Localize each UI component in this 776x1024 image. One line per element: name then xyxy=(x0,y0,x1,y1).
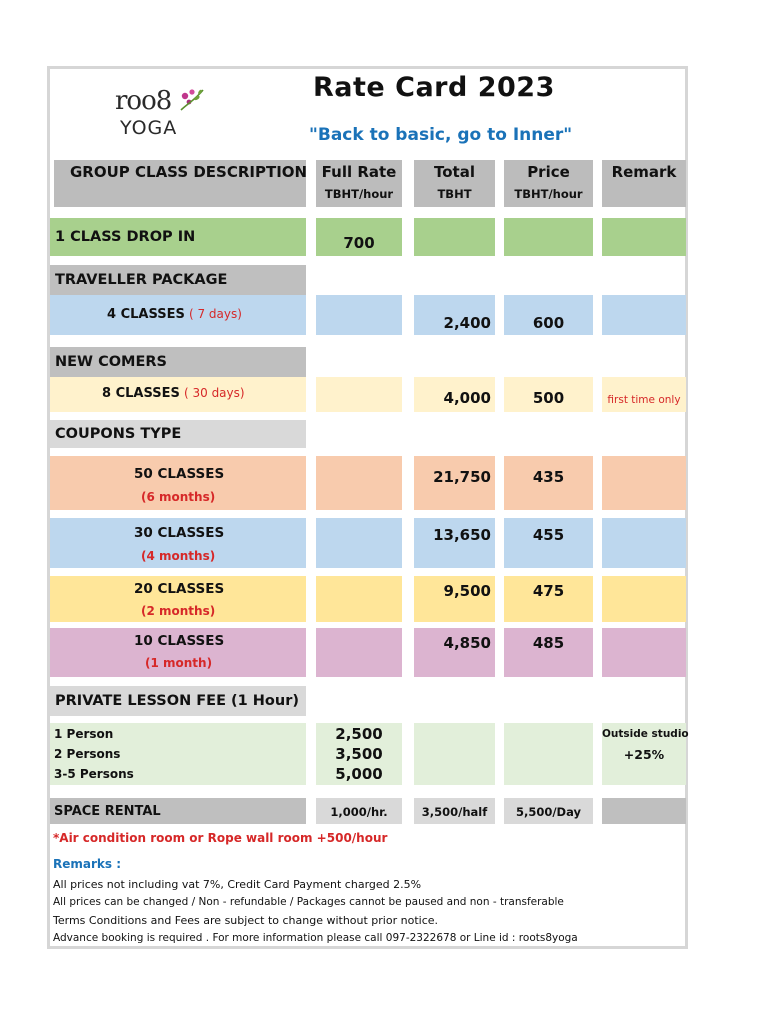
header-remark-label: Remark xyxy=(611,163,677,181)
traveller-total-cell xyxy=(414,295,495,335)
traveller-classes: 4 CLASSES xyxy=(107,307,185,322)
drop-in-price-cell xyxy=(504,218,593,256)
header-full-rate-unit: TBHT/hour xyxy=(324,187,394,201)
header-price xyxy=(504,160,593,207)
header-total-unit: TBHT xyxy=(437,187,472,201)
coupon-full-rate-cell xyxy=(316,628,402,677)
space-rental-half: 3,500/half xyxy=(421,805,488,819)
coupon-duration: (2 months) xyxy=(141,604,216,618)
traveller-duration: ( 7 days) xyxy=(188,307,242,321)
private-row xyxy=(50,723,306,785)
coupon-remark-cell xyxy=(602,456,686,510)
private-label: 1 Person xyxy=(54,727,114,741)
coupon-classes: 30 CLASSES xyxy=(134,525,225,541)
header-full-rate xyxy=(316,160,402,207)
private-label: 3-5 Persons xyxy=(54,767,134,781)
traveller-price-cell xyxy=(504,295,593,335)
header-description xyxy=(54,160,306,207)
header-remark xyxy=(602,160,686,207)
coupon-full-rate-cell xyxy=(316,456,402,510)
traveller-row xyxy=(50,295,306,335)
coupon-remark-cell xyxy=(602,628,686,677)
roots8-yoga-logo xyxy=(113,86,205,144)
drop-in-full-rate-cell xyxy=(316,218,402,256)
coupon-total: 21,750 xyxy=(433,468,491,486)
tagline: "Back to basic, go to Inner" xyxy=(309,125,573,145)
private-section-label: PRIVATE LESSON FEE (1 Hour) xyxy=(55,693,299,709)
space-rental-day: 5,500/Day xyxy=(515,805,582,819)
coupon-row xyxy=(50,518,306,568)
coupon-duration: (6 months) xyxy=(141,490,216,504)
newcomers-total-cell xyxy=(414,377,495,412)
space-rental-remark-cell xyxy=(602,798,686,824)
newcomers-classes: 8 CLASSES xyxy=(102,386,180,401)
logo-text-bottom: YOGA xyxy=(120,117,178,139)
drop-in-remark-cell xyxy=(602,218,686,256)
traveller-remark-cell xyxy=(602,295,686,335)
drop-in-total-cell xyxy=(414,218,495,256)
newcomers-duration: ( 30 days) xyxy=(183,386,245,400)
private-remark-line1: Outside studio xyxy=(602,728,689,740)
drop-in-label: 1 CLASS DROP IN xyxy=(55,229,196,245)
coupon-total: 4,850 xyxy=(443,634,491,652)
coupon-price: 475 xyxy=(532,582,565,600)
coupon-total-cell xyxy=(414,576,495,622)
private-label: 2 Persons xyxy=(54,747,121,761)
traveller-section-header xyxy=(50,265,306,295)
space-rental-row xyxy=(50,798,306,824)
coupon-remark-cell xyxy=(602,518,686,568)
coupon-total-cell xyxy=(414,518,495,568)
remarks-heading: Remarks : xyxy=(53,857,121,871)
space-rental-label: SPACE RENTAL xyxy=(54,804,161,819)
coupon-row xyxy=(50,576,306,622)
header-price-label: Price xyxy=(527,163,570,181)
coupon-price-cell xyxy=(504,456,593,510)
coupon-price: 435 xyxy=(532,468,565,486)
space-rental-hour: 1,000/hr. xyxy=(330,805,388,819)
private-section-header xyxy=(50,686,306,716)
traveller-section-label: TRAVELLER PACKAGE xyxy=(55,272,228,288)
coupon-full-rate-cell xyxy=(316,576,402,622)
coupon-row xyxy=(50,628,306,677)
newcomers-section-header xyxy=(50,347,306,377)
coupons-section-label: COUPONS TYPE xyxy=(55,426,182,442)
newcomers-price-cell xyxy=(504,377,593,412)
coupon-total-cell xyxy=(414,628,495,677)
newcomers-remark-cell xyxy=(602,377,686,412)
newcomers-total: 4,000 xyxy=(443,389,491,407)
coupon-row xyxy=(50,456,306,510)
coupon-price: 485 xyxy=(532,634,565,652)
logo-text-top: roo8 xyxy=(115,86,172,116)
traveller-price: 600 xyxy=(532,314,565,332)
coupon-total-cell xyxy=(414,456,495,510)
space-rental-note: *Air condition room or Rope wall room +500/hour xyxy=(53,831,388,845)
private-price-cell xyxy=(504,723,593,785)
header-total xyxy=(414,160,495,207)
coupon-duration: (1 month) xyxy=(145,656,213,670)
remarks-line: Advance booking is required . For more information please call 097-2322678 or Line id : roots8yoga xyxy=(53,932,578,944)
header-total-label: Total xyxy=(434,163,475,181)
coupon-full-rate-cell xyxy=(316,518,402,568)
page-title: Rate Card 2023 xyxy=(313,72,555,103)
newcomers-full-rate-cell xyxy=(316,377,402,412)
space-rental-half-cell xyxy=(414,798,495,824)
coupon-price: 455 xyxy=(532,526,565,544)
newcomers-remark: first time only xyxy=(607,394,681,406)
private-total-cell xyxy=(414,723,495,785)
header-full-rate-label: Full Rate xyxy=(321,163,397,181)
space-rental-hour-cell xyxy=(316,798,402,824)
private-remark-line2: +25% xyxy=(623,747,665,762)
coupon-price-cell xyxy=(504,628,593,677)
private-remark-cell xyxy=(602,723,689,785)
header-description-label: GROUP CLASS DESCRIPTION xyxy=(70,163,308,181)
remarks-line: All prices can be changed / Non - refundable / Packages cannot be paused and non - transferable xyxy=(53,896,564,908)
coupon-classes: 50 CLASSES xyxy=(134,466,225,482)
coupon-classes: 20 CLASSES xyxy=(134,581,225,597)
coupon-total: 9,500 xyxy=(443,582,491,600)
newcomers-row xyxy=(50,377,306,412)
header-price-unit: TBHT/hour xyxy=(514,187,583,201)
drop-in-full-rate: 700 xyxy=(343,234,375,252)
remarks-line: Terms Conditions and Fees are subject to change without prior notice. xyxy=(53,914,438,927)
space-rental-day-cell xyxy=(504,798,593,824)
coupon-total: 13,650 xyxy=(433,526,491,544)
traveller-total: 2,400 xyxy=(443,314,491,332)
private-rate: 3,500 xyxy=(335,745,383,763)
coupon-remark-cell xyxy=(602,576,686,622)
coupons-section-header xyxy=(50,420,306,448)
coupon-classes: 10 CLASSES xyxy=(134,633,225,649)
newcomers-section-label: NEW COMERS xyxy=(55,354,167,370)
remarks-line: All prices not including vat 7%, Credit Card Payment charged 2.5% xyxy=(53,878,422,891)
private-rate: 2,500 xyxy=(335,725,383,743)
private-rate-cell xyxy=(316,723,402,785)
coupon-duration: (4 months) xyxy=(141,549,216,563)
drop-in-row xyxy=(50,218,306,256)
traveller-full-rate-cell xyxy=(316,295,402,335)
private-rate: 5,000 xyxy=(335,765,383,783)
coupon-price-cell xyxy=(504,518,593,568)
flower-icon xyxy=(177,86,205,114)
newcomers-price: 500 xyxy=(532,389,565,407)
coupon-price-cell xyxy=(504,576,593,622)
